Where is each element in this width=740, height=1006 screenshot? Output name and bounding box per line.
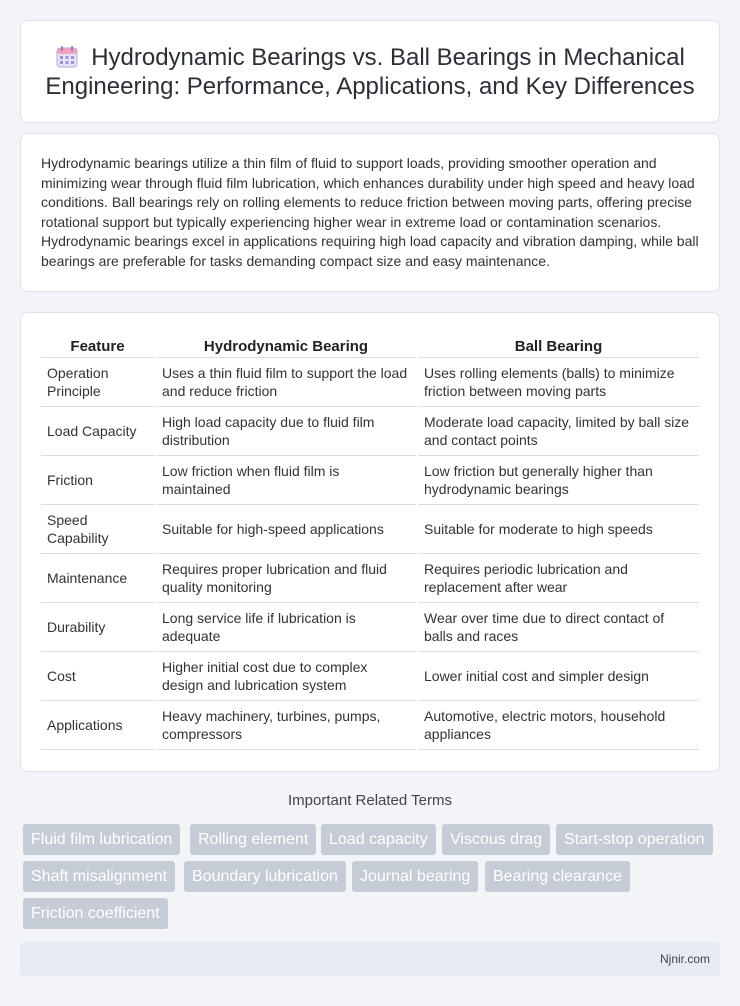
table-row bbox=[41, 700, 699, 749]
related-term-tag[interactable]: Boundary lubrication bbox=[184, 861, 346, 892]
cell-ball: Requires periodic lubrication and replacement after wear bbox=[417, 553, 699, 602]
related-term-tag[interactable]: Start-stop operation bbox=[556, 824, 713, 855]
cell-ball: Moderate load capacity, limited by ball size and contact points bbox=[417, 406, 699, 455]
cell-hydrodynamic: High load capacity due to fluid film distribution bbox=[155, 406, 417, 455]
table-row bbox=[41, 651, 699, 700]
summary-card bbox=[20, 133, 720, 292]
cell-hydrodynamic: Long service life if lubrication is adequate bbox=[155, 602, 417, 651]
footer bbox=[20, 942, 720, 976]
related-term-tag[interactable]: Fluid film lubrication bbox=[23, 824, 180, 855]
related-term-tag[interactable]: Rolling element bbox=[190, 824, 316, 855]
cell-hydrodynamic: Uses a thin fluid film to support the load and reduce friction bbox=[155, 357, 417, 406]
related-term-tag[interactable]: Bearing clearance bbox=[485, 861, 630, 892]
table-header-row bbox=[41, 333, 699, 357]
related-term-tag[interactable]: Shaft misalignment bbox=[23, 861, 175, 892]
cell-feature: Operation Principle bbox=[41, 357, 155, 406]
cell-feature: Durability bbox=[41, 602, 155, 651]
cell-feature: Applications bbox=[41, 700, 155, 749]
footer-site-link[interactable]: Njnir.com bbox=[659, 952, 710, 966]
cell-feature: Load Capacity bbox=[41, 406, 155, 455]
cell-feature: Speed Capability bbox=[41, 504, 155, 553]
related-term-tag[interactable]: Load capacity bbox=[321, 824, 436, 855]
cell-hydrodynamic: Heavy machinery, turbines, pumps, compressors bbox=[155, 700, 417, 749]
comparison-table-card bbox=[20, 312, 720, 772]
cell-ball: Suitable for moderate to high speeds bbox=[417, 504, 699, 553]
table-row bbox=[41, 553, 699, 602]
related-term-tag[interactable]: Friction coefficient bbox=[23, 898, 168, 929]
cell-hydrodynamic: Higher initial cost due to complex design and lubrication system bbox=[155, 651, 417, 700]
page-title-wrap bbox=[21, 21, 719, 101]
comparison-table bbox=[41, 333, 699, 750]
page-title: Hydrodynamic Bearings vs. Ball Bearings in Mechanical Engineering: Performance, Applications, and Key Differences bbox=[45, 44, 695, 100]
cell-feature: Friction bbox=[41, 455, 155, 504]
cell-hydrodynamic: Low friction when fluid film is maintained bbox=[155, 455, 417, 504]
calendar-icon bbox=[55, 45, 79, 69]
cell-feature: Cost bbox=[41, 651, 155, 700]
cell-feature: Maintenance bbox=[41, 553, 155, 602]
summary-text: Hydrodynamic bearings utilize a thin film of fluid to support loads, providing smoother operation and minimizing wear through fluid film lubrication, which enhances durability under high speed and heavy load conditions. Ball bearings rely on rolling elements to reduce friction between moving parts, offering precise rotational support but typically experiencing higher wear in extreme load or contamination scenarios. Hydrodynamic bearings excel in applications requiring high load capacity and vibration damping, while ball bearings are preferable for tasks demanding compact size and easy maintenance. bbox=[41, 155, 699, 269]
table-row bbox=[41, 455, 699, 504]
related-term-tag[interactable]: Journal bearing bbox=[352, 861, 478, 892]
header-feature: Feature bbox=[41, 333, 155, 357]
table-row bbox=[41, 406, 699, 455]
cell-hydrodynamic: Requires proper lubrication and fluid quality monitoring bbox=[155, 553, 417, 602]
cell-hydrodynamic: Suitable for high-speed applications bbox=[155, 504, 417, 553]
header-ball: Ball Bearing bbox=[417, 333, 699, 357]
cell-ball: Uses rolling elements (balls) to minimize friction between moving parts bbox=[417, 357, 699, 406]
cell-ball: Low friction but generally higher than hydrodynamic bearings bbox=[417, 455, 699, 504]
table-row bbox=[41, 357, 699, 406]
related-terms-title: Important Related Terms bbox=[288, 792, 452, 809]
related-term-tag[interactable]: Viscous drag bbox=[442, 824, 550, 855]
table-row bbox=[41, 504, 699, 553]
cell-ball: Wear over time due to direct contact of balls and races bbox=[417, 602, 699, 651]
title-card bbox=[20, 20, 720, 123]
cell-ball: Lower initial cost and simpler design bbox=[417, 651, 699, 700]
table-row bbox=[41, 602, 699, 651]
header-hydrodynamic: Hydrodynamic Bearing bbox=[155, 333, 417, 357]
cell-ball: Automotive, electric motors, household appliances bbox=[417, 700, 699, 749]
